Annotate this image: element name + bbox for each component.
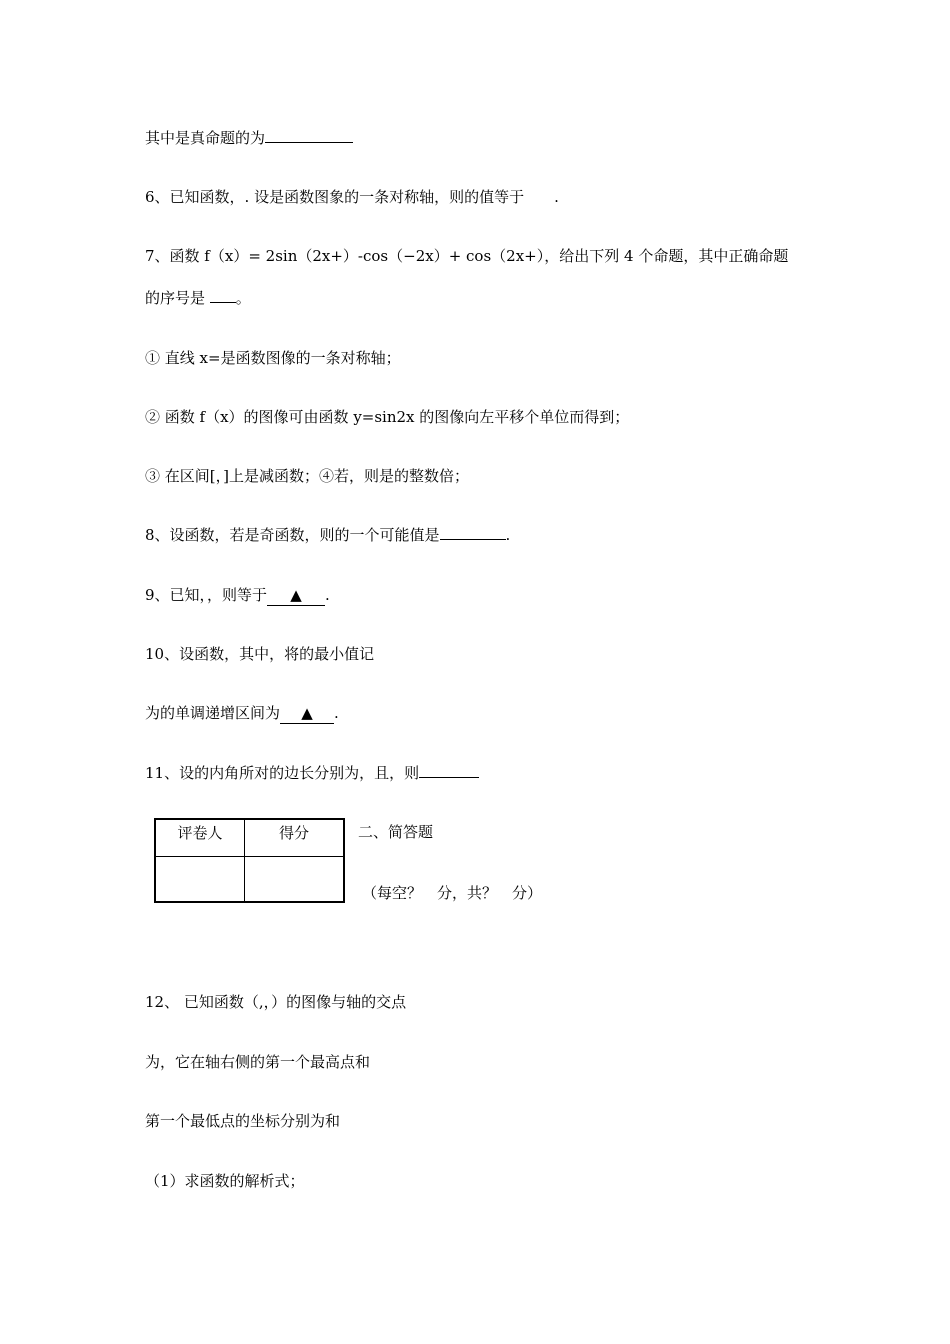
question-12-cont-1 — [145, 1052, 370, 1072]
line-end: . — [325, 586, 330, 604]
section-note: （每空？ 分，共？ 分） — [362, 884, 543, 902]
score-header: 得分 — [245, 819, 345, 857]
question-9 — [145, 585, 330, 606]
line-text: 11、设的内角所对的边长分别为，且，则 — [145, 764, 420, 782]
proposition-3-4 — [145, 466, 469, 486]
question-8 — [145, 525, 510, 545]
question-7-cont — [145, 288, 251, 308]
line-text: （1）求函数的解析式； — [145, 1172, 305, 1190]
question-11 — [145, 763, 479, 783]
question-7 — [145, 246, 788, 266]
proposition-1 — [145, 348, 401, 368]
line-text: 9、已知，，则等于 — [145, 586, 268, 604]
line-text: 7、函数 f（x）= 2sin（2x+）-cos（−2x）+ cos（2x+），给出下列 4 个命题，其中正确命题 — [145, 247, 789, 265]
grader-header: 评卷人 — [155, 819, 245, 857]
line-text: ① 直线 x=是函数图像的一条对称轴； — [145, 349, 401, 367]
proposition-2 — [145, 407, 629, 427]
line-text: ③ 在区间[，]上是减函数；④若，则是的整数倍； — [145, 467, 469, 485]
line-text: 为，它在轴右侧的第一个最高点和 — [145, 1053, 371, 1071]
question-6 — [145, 187, 559, 207]
question-10-cont — [145, 703, 339, 724]
answer-blank — [440, 525, 506, 540]
answer-blank — [265, 128, 353, 143]
line-text: 的序号是 — [145, 289, 210, 307]
question-5-tail — [145, 128, 353, 148]
line-text: 为的单调递增区间为 — [145, 704, 281, 722]
section-title: 二、简答题 — [358, 823, 434, 841]
score-cell — [245, 857, 345, 903]
line-text: 12、 已知函数（,，）的图像与轴的交点 — [145, 993, 407, 1011]
line-end: 。 — [235, 289, 251, 307]
line-end: . — [505, 526, 511, 544]
answer-blank — [419, 763, 479, 778]
answer-blank — [210, 288, 236, 303]
line-text: 第一个最低点的坐标分别为和 — [145, 1112, 341, 1130]
question-12-part-1 — [145, 1171, 305, 1191]
question-12 — [145, 992, 406, 1012]
answer-marker: ▲ — [280, 703, 334, 724]
line-text: ② 函数 f（x）的图像可由函数 y=sin2x 的图像向左平移个单位而得到； — [145, 408, 630, 426]
line-text: 8、设函数，若是奇函数，则的一个可能值是 — [145, 526, 440, 544]
answer-marker: ▲ — [267, 585, 325, 606]
line-end: . — [334, 704, 339, 722]
question-12-cont-2 — [145, 1111, 340, 1131]
score-table — [154, 818, 345, 903]
grader-cell — [155, 857, 245, 903]
question-10 — [145, 644, 374, 664]
line-text: 其中是真命题的为 — [145, 129, 266, 147]
line-text: 6、已知函数，. 设是函数图象的一条对称轴，则的值等于 . — [145, 188, 559, 206]
line-text: 10、设函数，其中，将的最小值记 — [145, 645, 375, 663]
